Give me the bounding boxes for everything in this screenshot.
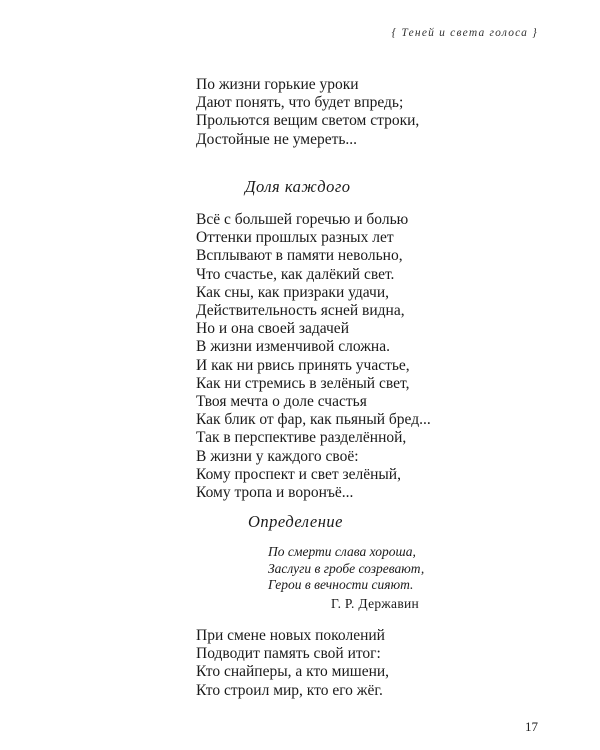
poem-dolya-kazhdogo-text: [196, 211, 431, 502]
page-number: 17: [525, 719, 538, 734]
verse-line: Но и она своей задачей: [196, 320, 349, 338]
running-head: { Теней и света голоса }: [391, 27, 538, 39]
verse-line: Кто строил мир, кто его жёг.: [196, 681, 383, 699]
epigraph-line: По смерти слава хороша,: [268, 544, 416, 559]
verse-line: Оттенки прошлых разных лет: [196, 229, 394, 247]
verse-line: По жизни горькие уроки: [196, 76, 359, 93]
verse-line: Всё с большей горечью и болью: [196, 211, 409, 228]
verse-line: В жизни у каждого своё:: [196, 447, 359, 465]
verse-line: Твоя мечта о доле счастья: [196, 393, 367, 411]
verse-line: Действительность ясней видна,: [196, 302, 405, 320]
verse-line: Прольются вещим светом строки,: [196, 112, 420, 130]
verse-line: Достойные не умереть...: [196, 130, 358, 148]
opening-stanza: [196, 76, 419, 149]
verse-line: Кому тропа и воронъё...: [196, 484, 354, 502]
verse-line: Дают понять, что будет впредь;: [196, 94, 404, 112]
verse-line: И как ни рвись принять участье,: [196, 356, 410, 374]
verse-line: В жизни изменчивой сложна.: [196, 338, 390, 356]
verse-line: Так в перспективе разделённой,: [196, 429, 407, 447]
verse-line: При смене новых поколений: [196, 627, 385, 644]
poem-title-dolya-kazhdogo: Доля каждого: [245, 177, 351, 196]
verse-line: Как ни стремись в зелёный свет,: [196, 374, 410, 392]
poem-opredelenie-text: [196, 627, 389, 700]
verse-line: Как сны, как призраки удачи,: [196, 283, 390, 301]
verse-line: Кто снайперы, а кто мишени,: [196, 663, 390, 681]
epigraph-line: Заслуги в гробе созревают,: [268, 560, 425, 576]
verse-line: Подводит память свой итог:: [196, 645, 381, 663]
verse-line: Кому проспект и свет зелёный,: [196, 465, 401, 483]
epigraph-author: Г. Р. Державин: [331, 596, 420, 611]
epigraph-line: Герои в вечности сияют.: [268, 577, 414, 592]
verse-line: Как блик от фар, как пьяный бред...: [196, 411, 431, 429]
poem-title-opredelenie: Определение: [248, 512, 343, 531]
verse-line: Что счастье, как далёкий свет.: [196, 265, 395, 283]
epigraph: [268, 544, 424, 594]
verse-line: Всплывают в памяти невольно,: [196, 247, 403, 265]
